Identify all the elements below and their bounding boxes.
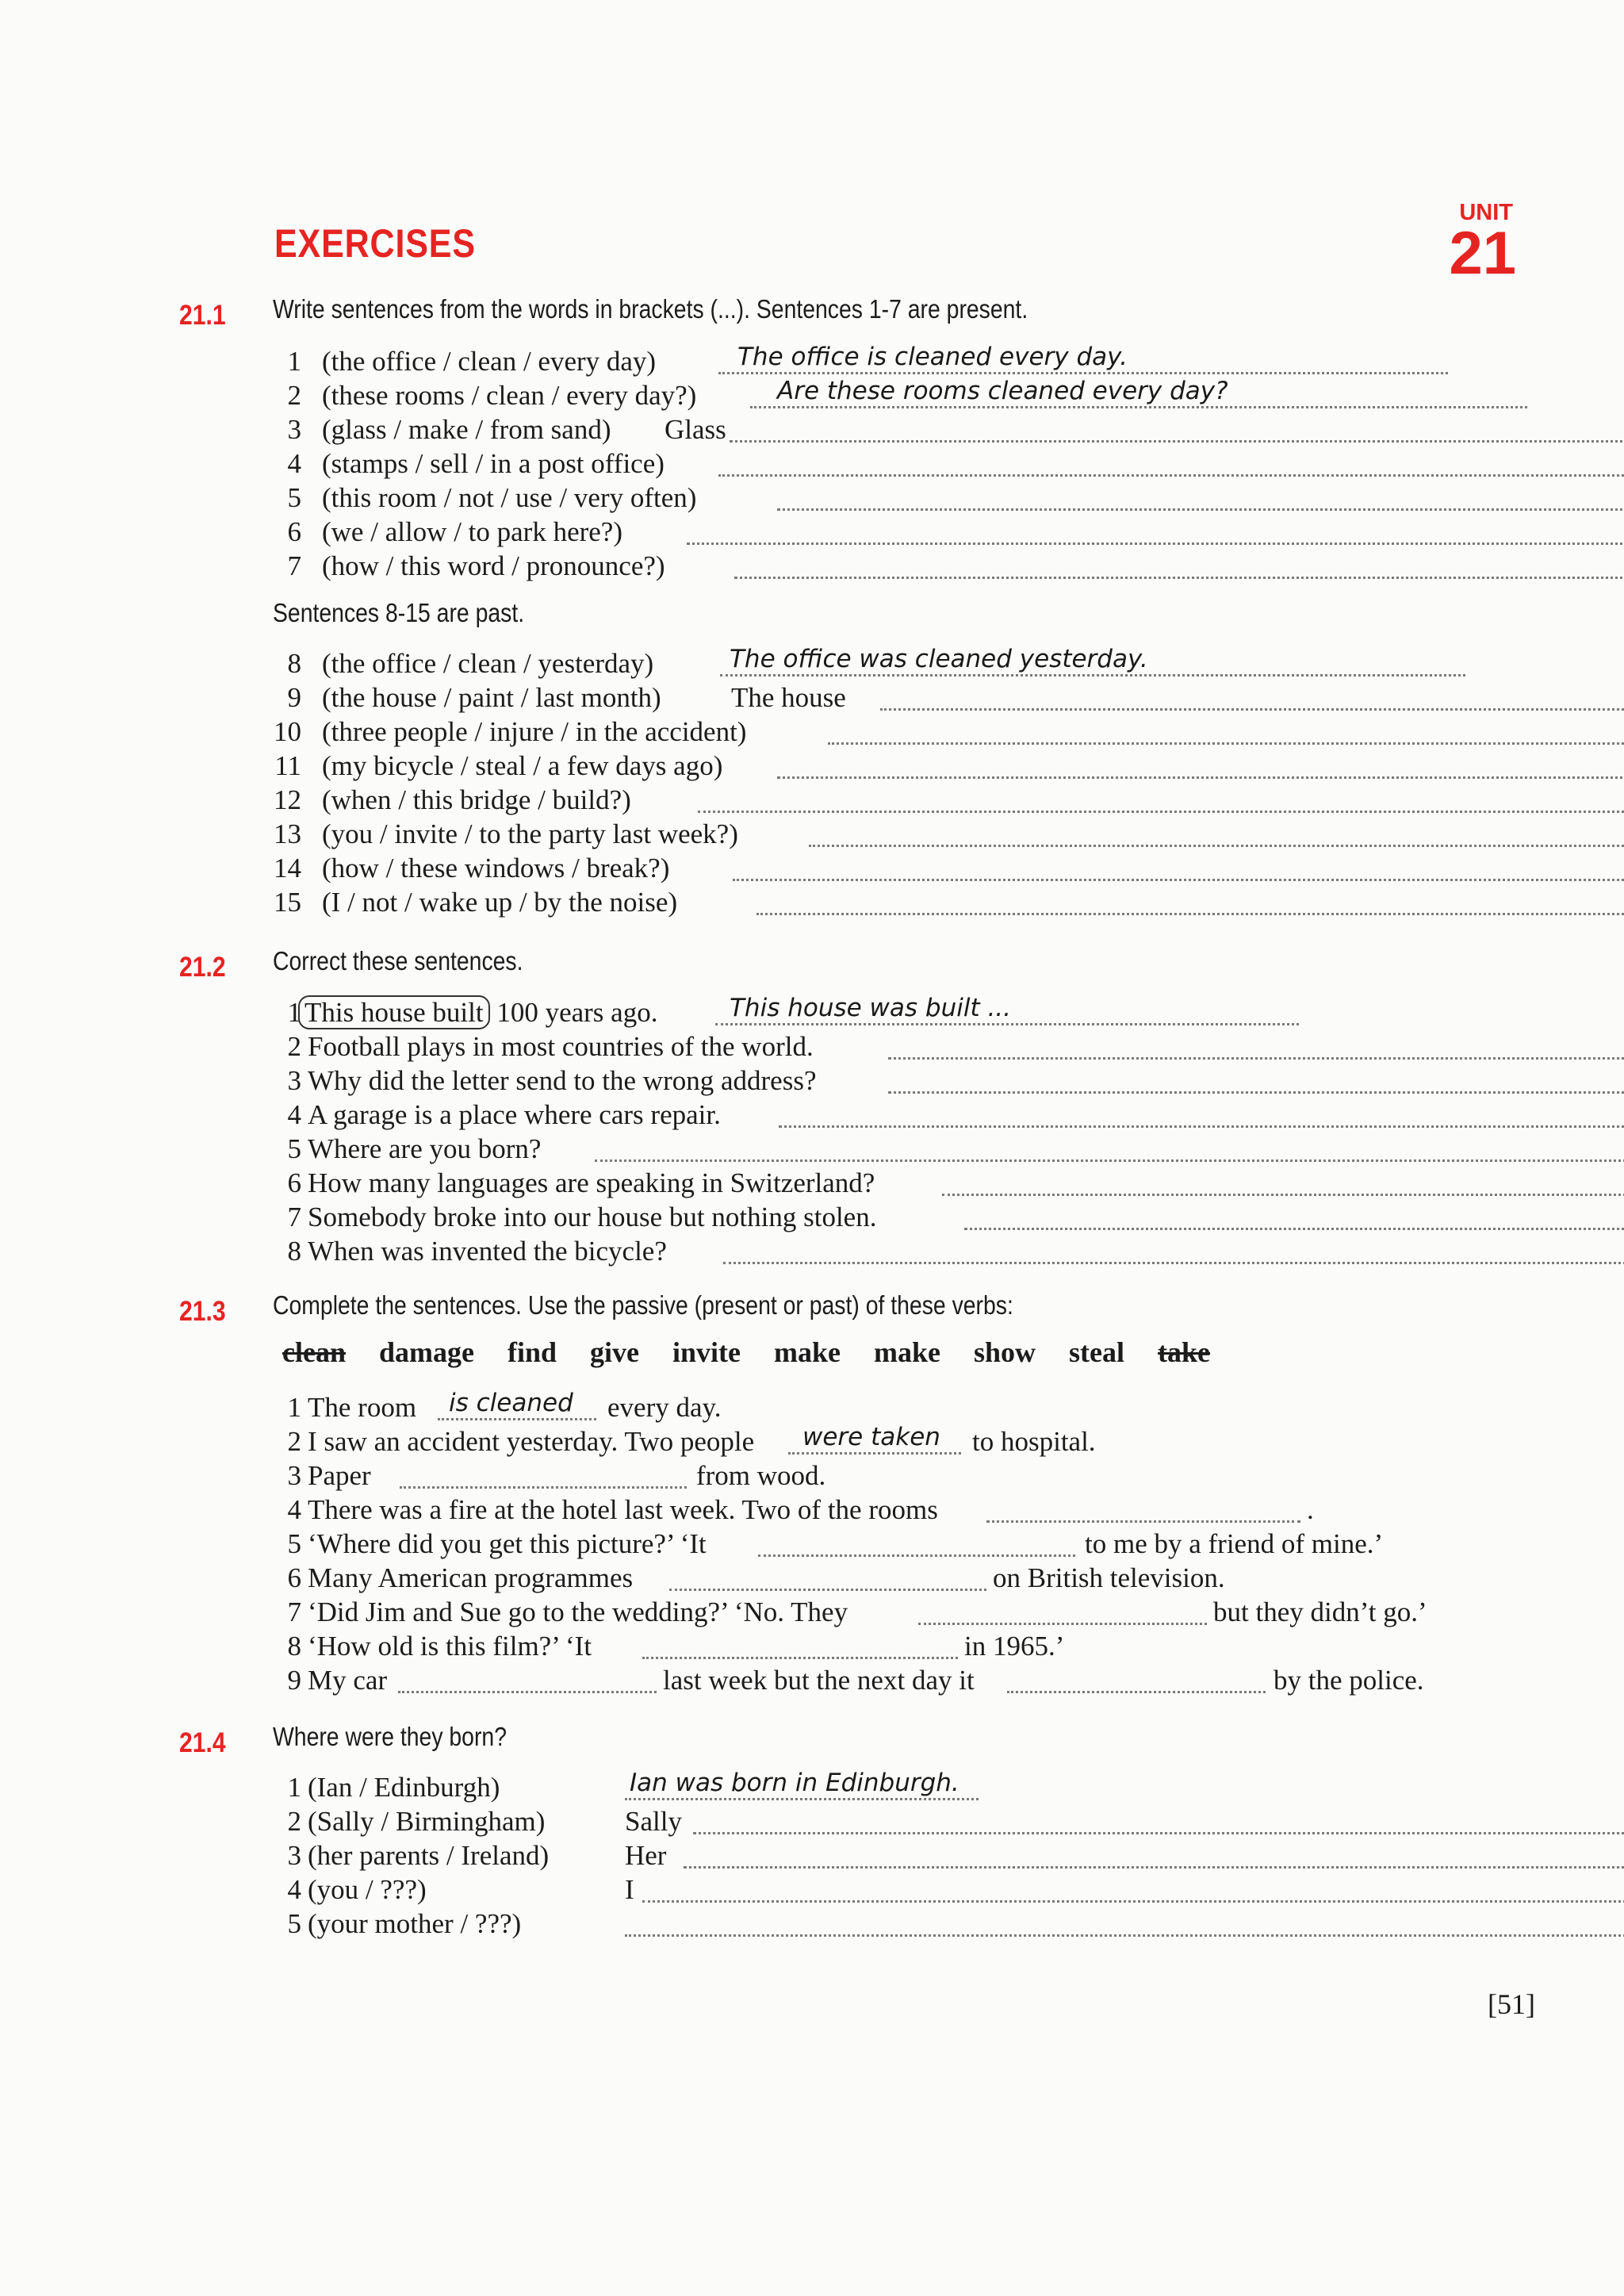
handwritten-answer: The office is cleaned every day. [737,343,1128,371]
exercise-instruction: Complete the sentences. Use the passive (present or past) of these verbs: [273,1290,1013,1320]
answer-line[interactable] [734,577,1624,579]
verb: steal [1069,1336,1125,1368]
answer-line[interactable] [733,879,1624,881]
blank[interactable] [758,1554,1075,1557]
handwritten-answer: The office was cleaned yesterday. [730,645,1148,673]
answer-line[interactable] [595,1159,1624,1162]
verb: give [590,1336,640,1368]
handwritten-answer: is cleaned [449,1389,573,1417]
handwritten-answer: This house was built ... [730,994,1012,1022]
verb: damage [378,1336,474,1368]
answer-line[interactable] [718,474,1624,477]
exercise-number: 21.2 [179,952,226,983]
exercise-number: 21.4 [179,1727,226,1758]
exercise-subheading: Sentences 8-15 are past. [273,598,525,627]
verb-used: take [1158,1336,1211,1368]
verb: make [874,1336,941,1368]
verb: find [507,1336,557,1368]
blank[interactable] [918,1623,1207,1625]
exercise-instruction: Where were they born? [273,1722,507,1751]
answer-line[interactable] [642,1900,1624,1903]
blank[interactable] [1007,1691,1266,1693]
answer-line[interactable] [880,708,1624,711]
verb-used: clean [282,1336,346,1368]
handwritten-answer: Are these rooms cleaned every day? [777,377,1228,405]
blank[interactable] [986,1520,1300,1523]
verb: make [774,1336,841,1368]
unit-number: 21 [1449,220,1516,287]
verb-list [282,1336,1243,1369]
page-number: [51] [1488,1988,1535,2020]
page-title: EXERCISES [274,221,476,266]
answer-line[interactable] [730,440,1624,443]
answer-line[interactable] [942,1194,1624,1196]
exercise-number: 21.1 [179,300,226,331]
unit-label: UNIT [1459,200,1513,225]
answer-line[interactable] [777,508,1624,511]
answer-line[interactable] [625,1934,1624,1937]
answer-line[interactable] [684,1866,1624,1869]
answer-line[interactable] [779,1125,1624,1128]
blank[interactable] [400,1486,687,1489]
exercise-number: 21.3 [179,1296,226,1327]
answer-line[interactable] [693,1832,1624,1834]
answer-line[interactable] [756,913,1624,915]
handwritten-answer: Ian was born in Edinburgh. [630,1769,959,1797]
blank[interactable] [642,1657,958,1659]
exercise-instruction: Write sentences from the words in brackets (...). Sentences 1-7 are present. [273,294,1028,324]
handwritten-answer: were taken [802,1423,940,1451]
answer-line[interactable] [888,1057,1624,1060]
answer-line[interactable] [777,776,1624,779]
verb: show [974,1336,1036,1368]
answer-line[interactable] [964,1228,1624,1230]
answer-line[interactable] [687,542,1624,545]
answer-line[interactable] [809,845,1624,847]
blank[interactable] [669,1589,986,1591]
answer-line[interactable] [828,742,1624,745]
answer-line[interactable] [723,1262,1624,1264]
exercise-instruction: Correct these sentences. [273,946,523,976]
answer-line[interactable] [888,1091,1624,1094]
answer-line[interactable] [698,811,1624,813]
verb: invite [672,1336,741,1368]
error-highlight: This house built [298,995,490,1029]
blank[interactable] [398,1691,657,1693]
